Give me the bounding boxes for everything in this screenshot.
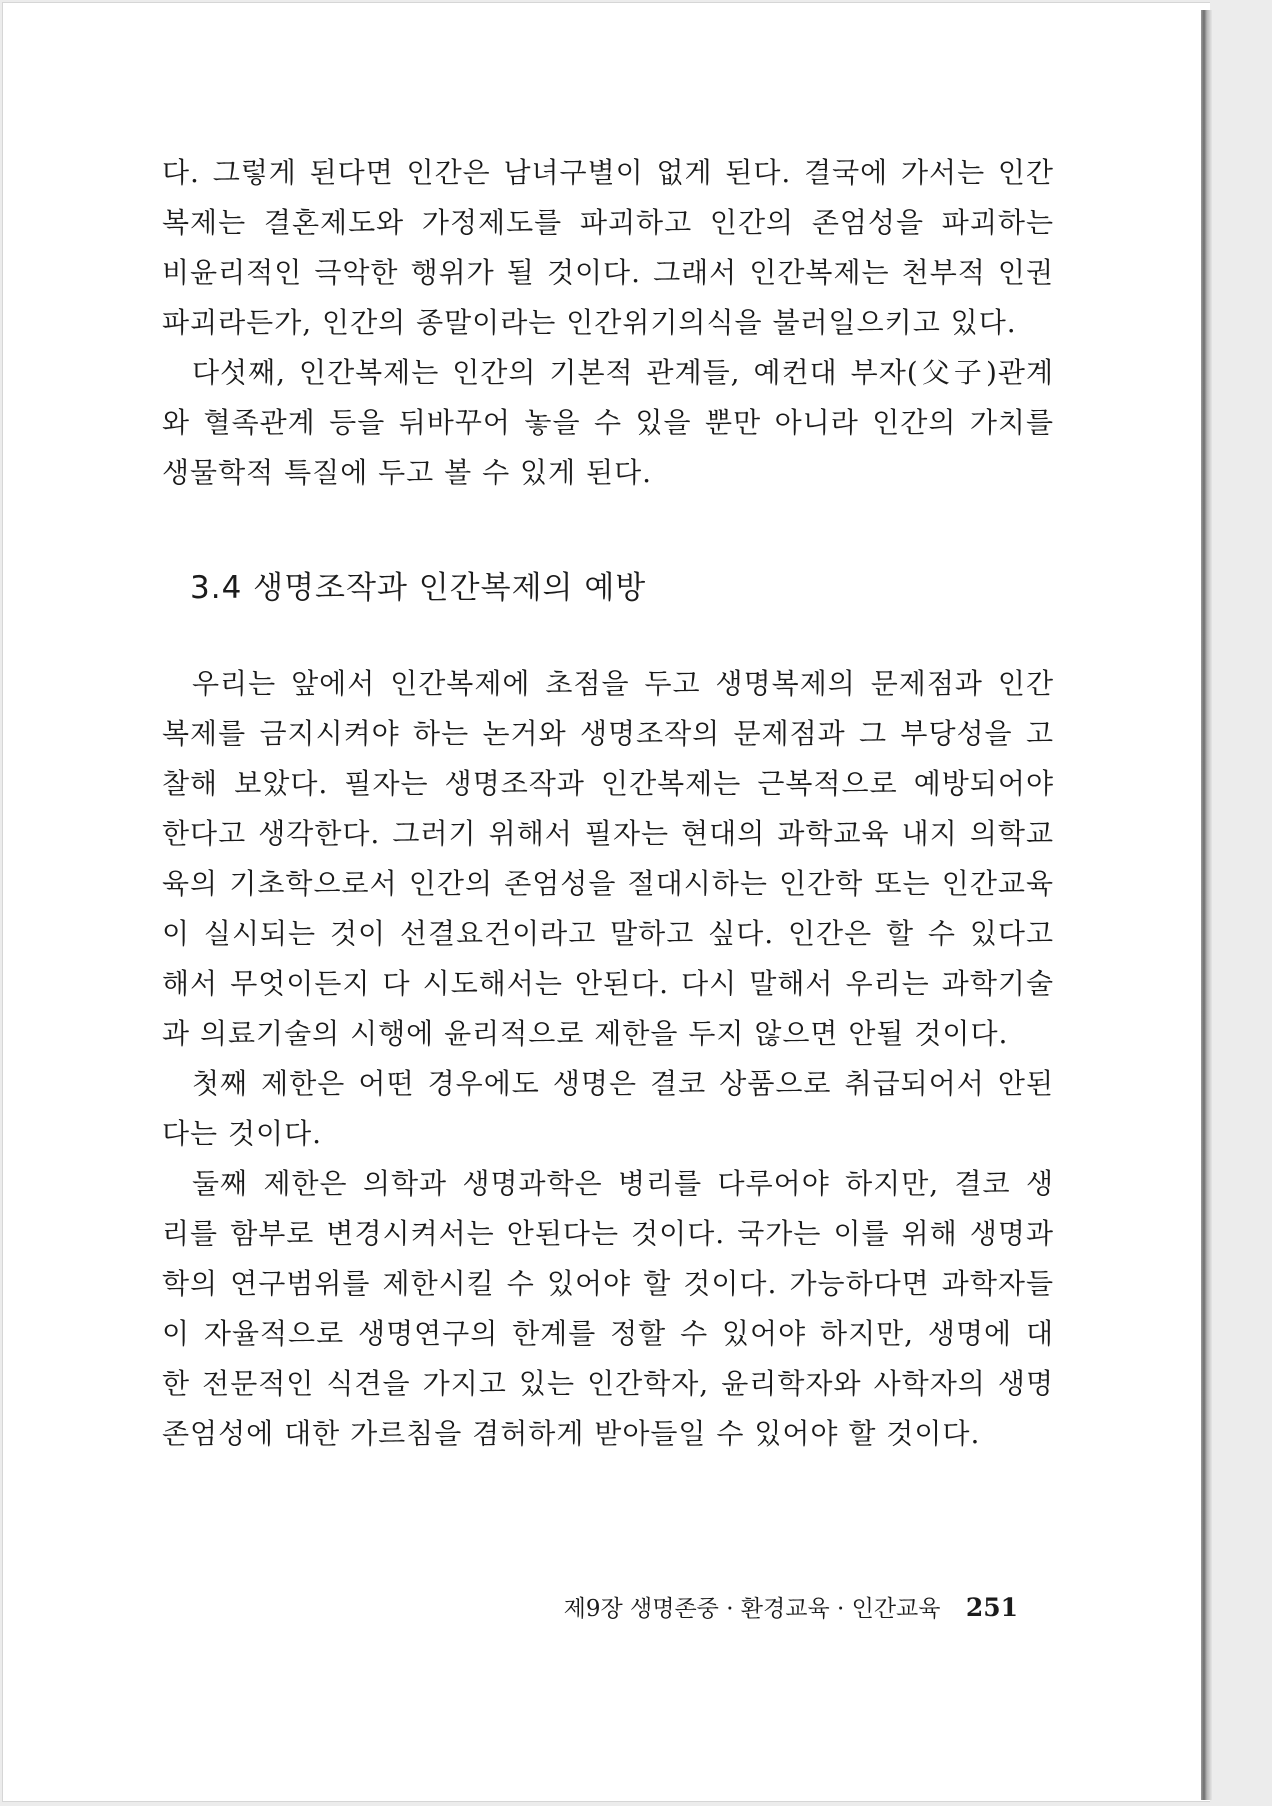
- text-line: 둘째 제한은 의학과 생명과학은 병리를 다루어야 하지만, 결코 생: [192, 1167, 1054, 1200]
- text-line: 다섯째, 인간복제는 인간의 기본적 관계들, 예컨대 부자(父子)관계: [192, 356, 1054, 389]
- text-line: 이 실시되는 것이 선결요건이라고 말하고 싶다. 인간은 할 수 있다고: [162, 917, 1054, 950]
- section-heading: 3.4 생명조작과 인간복제의 예방: [190, 570, 647, 606]
- text-line: 리를 함부로 변경시켜서는 안된다는 것이다. 국가는 이를 위해 생명과: [162, 1217, 1054, 1250]
- page-number: 251: [965, 1593, 1018, 1622]
- paragraph: [162, 1159, 1054, 1459]
- text-line: 찰해 보았다. 필자는 생명조작과 인간복제는 근복적으로 예방되어야: [162, 767, 1054, 800]
- text-line: 한다고 생각한다. 그러기 위해서 필자는 현대의 과학교육 내지 의학교: [162, 817, 1054, 850]
- text-line: 학의 연구범위를 제한시킬 수 있어야 할 것이다. 가능하다면 과학자들: [162, 1267, 1054, 1300]
- text-line: 복제는 결혼제도와 가정제도를 파괴하고 인간의 존엄성을 파괴하는: [162, 206, 1054, 239]
- text-line: 존엄성에 대한 가르침을 겸허하게 받아들일 수 있어야 할 것이다.: [162, 1417, 981, 1450]
- text-line: 파괴라든가, 인간의 종말이라는 인간위기의식을 불러일으키고 있다.: [162, 306, 1017, 339]
- text-line: 이 자율적으로 생명연구의 한계를 정할 수 있어야 하지만, 생명에 대: [162, 1317, 1054, 1350]
- body-text-bottom: [162, 659, 1054, 1459]
- text-line: 첫째 제한은 어떤 경우에도 생명은 결코 상품으로 취급되어서 안된: [192, 1067, 1054, 1100]
- text-line: 비윤리적인 극악한 행위가 될 것이다. 그래서 인간복제는 천부적 인권: [162, 256, 1054, 289]
- text-line: 과 의료기술의 시행에 윤리적으로 제한을 두지 않으면 안될 것이다.: [162, 1017, 1009, 1050]
- paragraph: [162, 1059, 1054, 1159]
- paragraph: [162, 659, 1054, 1059]
- page-stack-edge: [1201, 10, 1212, 1800]
- text-line: 와 혈족관계 등을 뒤바꾸어 놓을 수 있을 뿐만 아니라 인간의 가치를: [162, 406, 1054, 439]
- text-line: 다는 것이다.: [162, 1117, 323, 1150]
- text-line: 한 전문적인 식견을 가지고 있는 인간학자, 윤리학자와 사학자의 생명: [162, 1367, 1054, 1400]
- body-text-top: [162, 148, 1054, 498]
- paragraph: [162, 148, 1054, 348]
- page-footer: [564, 1590, 1018, 1623]
- paragraph: [162, 348, 1054, 498]
- text-line: 복제를 금지시켜야 하는 논거와 생명조작의 문제점과 그 부당성을 고: [162, 717, 1054, 750]
- text-line: 육의 기초학으로서 인간의 존엄성을 절대시하는 인간학 또는 인간교육: [162, 867, 1054, 900]
- running-chapter-title: 제9장 생명존중 · 환경교육 · 인간교육: [563, 1596, 941, 1622]
- text-line: 우리는 앞에서 인간복제에 초점을 두고 생명복제의 문제점과 인간: [192, 667, 1054, 700]
- text-line: 생물학적 특질에 두고 볼 수 있게 된다.: [162, 456, 653, 489]
- text-line: 다. 그렇게 된다면 인간은 남녀구별이 없게 된다. 결국에 가서는 인간: [162, 156, 1054, 189]
- text-line: 해서 무엇이든지 다 시도해서는 안된다. 다시 말해서 우리는 과학기술: [162, 967, 1054, 1000]
